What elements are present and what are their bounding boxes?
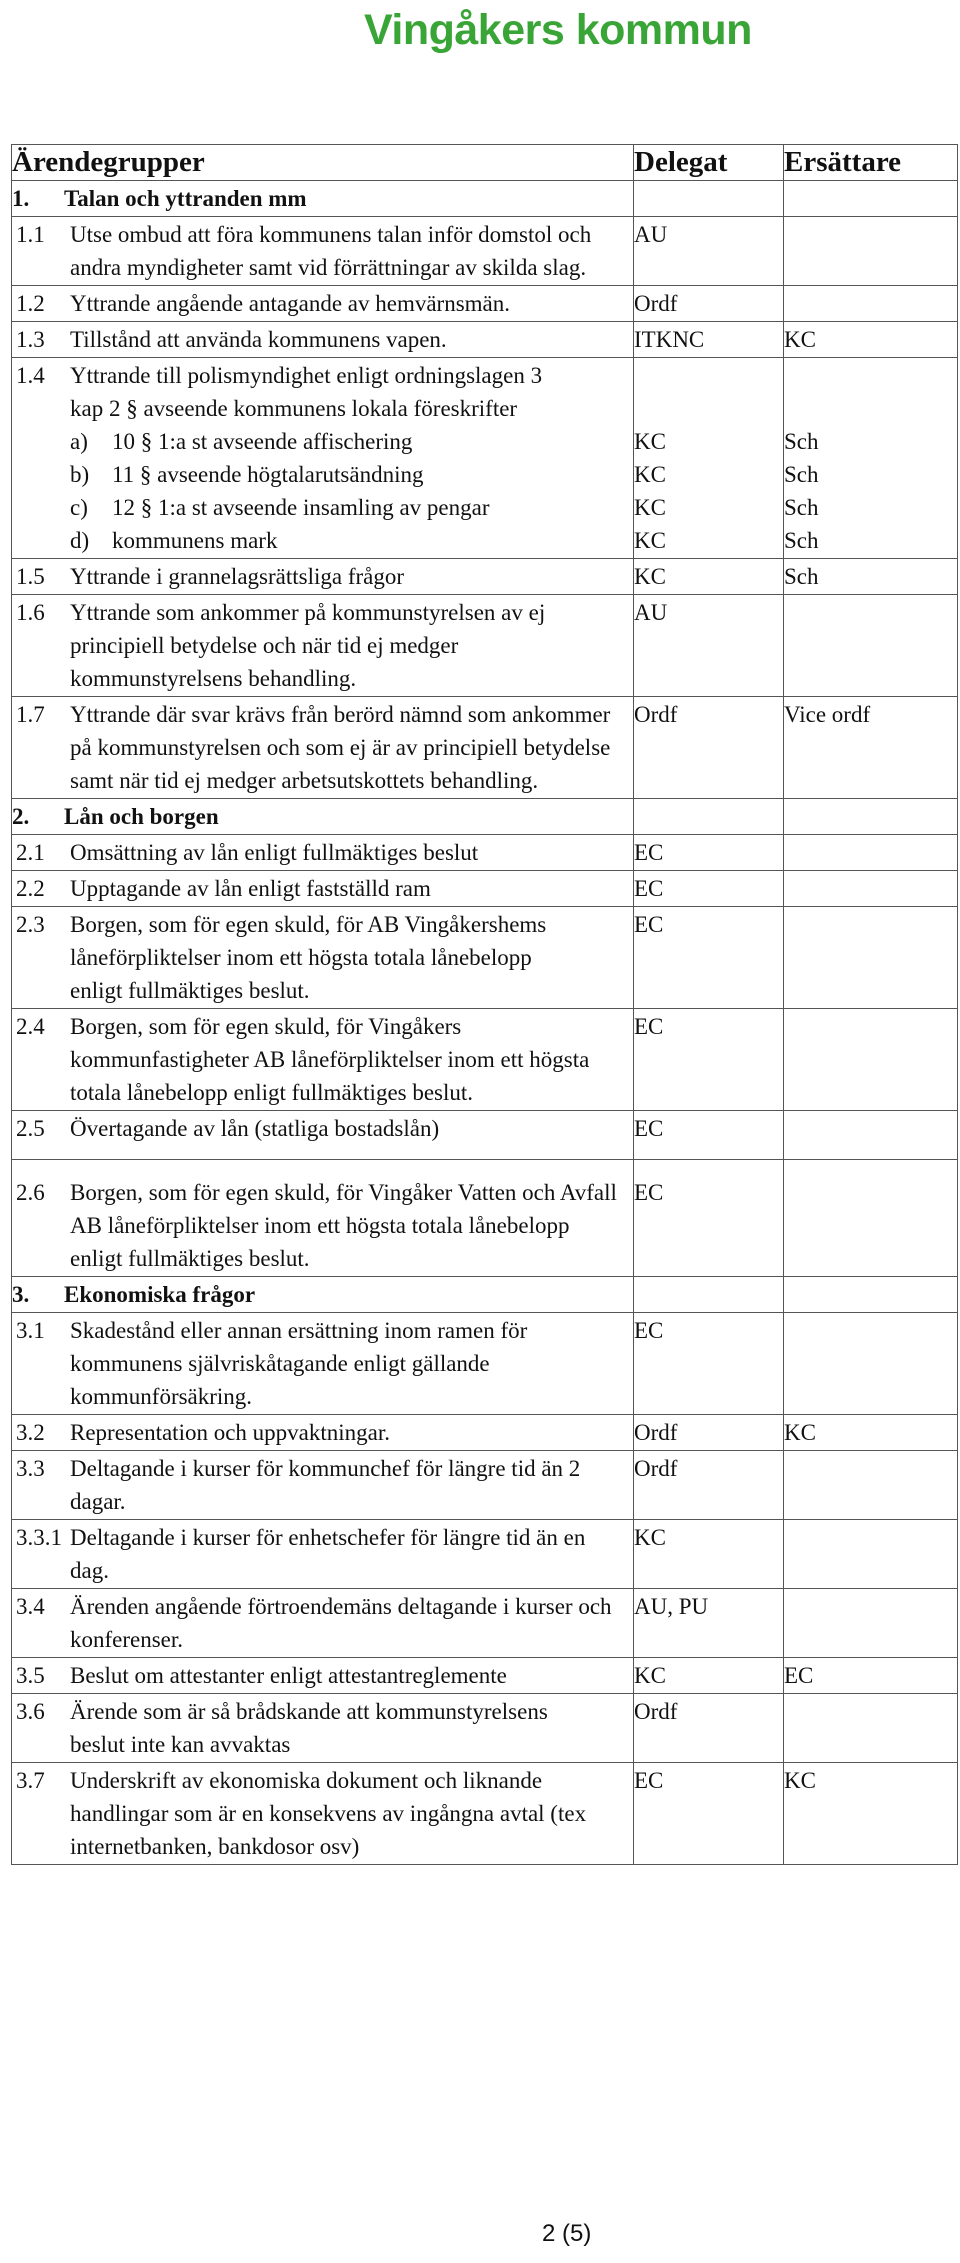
ersattare-cell	[784, 1111, 958, 1160]
table-row	[12, 1520, 958, 1589]
table-row	[12, 1658, 958, 1694]
section-number: 2.	[12, 804, 30, 829]
item-text: Utse ombud att föra kommunens talan inför domstol och andra myndigheter samt vid förrättningar av skilda slag.	[70, 222, 592, 280]
item-number: 3.7	[16, 1768, 45, 1793]
item-text: Borgen, som för egen skuld, för Vingåker Vatten och Avfall AB låneförpliktelser inom ett högsta totala lånebelopp enligt fullmäktiges beslut.	[70, 1180, 617, 1271]
ersattare-cell	[784, 1009, 958, 1111]
item-text: Underskrift av ekonomiska dokument och liknande handlingar som är en konsekvens av ingångna avtal (tex internetbanken, bankdosor osv)	[70, 1768, 587, 1859]
item-number: 1.4	[16, 363, 45, 388]
delegat-cell: EC	[634, 871, 784, 907]
table-row	[12, 1763, 958, 1865]
table-row	[12, 217, 958, 286]
delegat-cell: Ordf	[634, 286, 784, 322]
table-row	[12, 1451, 958, 1520]
table-row	[12, 1111, 958, 1160]
ersattare-cell: EC	[784, 1658, 958, 1694]
section-number: 1.	[12, 186, 30, 211]
delegat-cell: EC	[634, 835, 784, 871]
ersattare-cell: KC	[784, 322, 958, 358]
item-number: 2.4	[16, 1014, 45, 1039]
item-text: Yttrande där svar krävs från berörd nämnd som ankommer på kommunstyrelsen och som ej är av principiell betydelse samt när tid ej medger arbetsutskottets behandling.	[70, 702, 611, 793]
ersattare-cell	[784, 595, 958, 697]
ersattare-cell: Sch	[784, 559, 958, 595]
table-row	[12, 835, 958, 871]
item-number: 2.2	[16, 876, 45, 901]
delegat-cell: ITKNC	[634, 322, 784, 358]
section-row	[12, 799, 958, 835]
delegat-cell: EC	[634, 1009, 784, 1111]
section-title: Lån och borgen	[64, 804, 219, 829]
delegat-cell: EC	[634, 1763, 784, 1865]
item-number: 2.1	[16, 840, 45, 865]
delegat-cell: KC KC KC KC	[634, 358, 784, 559]
ersattare-cell	[784, 1313, 958, 1415]
ersattare-cell	[784, 1589, 958, 1658]
table-row	[12, 1009, 958, 1111]
item-text: Beslut om attestanter enligt attestantreglemente	[70, 1663, 507, 1688]
table-row	[12, 559, 958, 595]
item-number: 2.3	[16, 912, 45, 937]
ersattare-cell: KC	[784, 1415, 958, 1451]
table-row	[12, 286, 958, 322]
item-number: 3.2	[16, 1420, 45, 1445]
item-number: 2.6	[16, 1180, 45, 1205]
delegat-cell: EC	[634, 907, 784, 1009]
ersattare-cell	[784, 1520, 958, 1589]
column-header-arendegrupper: Ärendegrupper	[12, 145, 634, 181]
item-number: 3.3.1	[16, 1525, 62, 1550]
table-row	[12, 1694, 958, 1763]
item-number: 3.4	[16, 1594, 45, 1619]
item-text: Deltagande i kurser för enhetschefer för längre tid än en dag.	[70, 1525, 586, 1583]
ersattare-cell	[784, 835, 958, 871]
page-number: 2 (5)	[542, 2220, 592, 2247]
column-header-ersattare: Ersättare	[784, 145, 958, 181]
ersattare-cell: Vice ordf	[784, 697, 958, 799]
item-text: Ärende som är så brådskande att kommunstyrelsens beslut inte kan avvaktas	[70, 1699, 548, 1757]
item-text: Övertagande av lån (statliga bostadslån)	[70, 1116, 440, 1141]
table-row	[12, 907, 958, 1009]
table-row	[12, 871, 958, 907]
item-text: Upptagande av lån enligt fastställd ram	[70, 876, 431, 901]
item-text: Tillstånd att använda kommunens vapen.	[70, 327, 447, 352]
item-text: Skadestånd eller annan ersättning inom ramen för kommunens självriskåtagande enligt gällande kommunförsäkring.	[70, 1318, 528, 1409]
ersattare-cell	[784, 1694, 958, 1763]
table-row	[12, 1313, 958, 1415]
municipality-logo: Vingåkers kommun	[364, 6, 752, 54]
ersattare-cell: KC	[784, 1763, 958, 1865]
delegation-table	[11, 144, 958, 1865]
item-text: Yttrande i grannelagsrättsliga frågor	[70, 564, 405, 589]
item-number: 1.1	[16, 222, 45, 247]
delegat-cell: Ordf	[634, 1451, 784, 1520]
delegat-cell: EC	[634, 1313, 784, 1415]
column-header-delegat: Delegat	[634, 145, 784, 181]
item-number: 2.5	[16, 1116, 45, 1141]
item-number: 3.1	[16, 1318, 45, 1343]
item-number: 1.6	[16, 600, 45, 625]
item-text: Yttrande till polismyndighet enligt ordningslagen 3 kap 2 § avseende kommunens lokala föreskrifter	[70, 363, 543, 421]
sub-item: d) kommunens mark	[70, 528, 278, 553]
table-row	[12, 595, 958, 697]
delegat-cell: EC	[634, 1111, 784, 1160]
item-number: 1.3	[16, 327, 45, 352]
table-row	[12, 358, 958, 559]
section-row	[12, 1277, 958, 1313]
delegat-cell: AU	[634, 595, 784, 697]
ersattare-cell: Sch Sch Sch Sch	[784, 358, 958, 559]
item-text: Ärenden angående förtroendemäns deltagande i kurser och konferenser.	[70, 1594, 612, 1652]
item-number: 1.5	[16, 564, 45, 589]
table-row	[12, 697, 958, 799]
section-number: 3.	[12, 1282, 30, 1307]
delegat-cell: KC	[634, 1520, 784, 1589]
sub-item: c) 12 § 1:a st avseende insamling av pengar	[70, 495, 490, 520]
item-text: Yttrande som ankommer på kommunstyrelsen av ej principiell betydelse och när tid ej medger kommunstyrelsens behandling.	[70, 600, 546, 691]
item-text: Borgen, som för egen skuld, för AB Vingåkershems låneförpliktelser inom ett högsta totala lånebelopp enligt fullmäktiges beslut.	[70, 912, 547, 1003]
item-text: Omsättning av lån enligt fullmäktiges beslut	[70, 840, 479, 865]
table-row	[12, 1589, 958, 1658]
section-row	[12, 181, 958, 217]
ersattare-cell	[784, 217, 958, 286]
delegat-cell: EC	[634, 1160, 784, 1277]
item-text: Representation och uppvaktningar.	[70, 1420, 391, 1445]
item-text: Deltagande i kurser för kommunchef för längre tid än 2 dagar.	[70, 1456, 581, 1514]
ersattare-cell	[784, 907, 958, 1009]
section-title: Talan och yttranden mm	[64, 186, 307, 211]
item-number: 1.7	[16, 702, 45, 727]
delegat-cell: Ordf	[634, 1415, 784, 1451]
section-title: Ekonomiska frågor	[64, 1282, 256, 1307]
delegat-cell: KC	[634, 1658, 784, 1694]
table-row	[12, 322, 958, 358]
ersattare-cell	[784, 1160, 958, 1277]
ersattare-cell	[784, 1451, 958, 1520]
sub-item: a) 10 § 1:a st avseende affischering	[70, 429, 413, 454]
sub-item: b) 11 § avseende högtalarutsändning	[70, 462, 424, 487]
item-number: 3.6	[16, 1699, 45, 1724]
item-number: 1.2	[16, 291, 45, 316]
item-number: 3.5	[16, 1663, 45, 1688]
delegat-cell: KC	[634, 559, 784, 595]
delegat-cell: Ordf	[634, 1694, 784, 1763]
ersattare-cell	[784, 286, 958, 322]
item-text: Yttrande angående antagande av hemvärnsmän.	[70, 291, 510, 316]
ersattare-cell	[784, 871, 958, 907]
item-text: Borgen, som för egen skuld, för Vingåkers kommunfastigheter AB låneförpliktelser inom ett högsta totala lånebelopp enligt fullmäktiges beslut.	[70, 1014, 590, 1105]
delegat-cell: AU	[634, 217, 784, 286]
delegat-cell: AU, PU	[634, 1589, 784, 1658]
table-row	[12, 1160, 958, 1277]
item-number: 3.3	[16, 1456, 45, 1481]
delegat-cell: Ordf	[634, 697, 784, 799]
table-row	[12, 1415, 958, 1451]
table-header-row	[12, 145, 958, 181]
